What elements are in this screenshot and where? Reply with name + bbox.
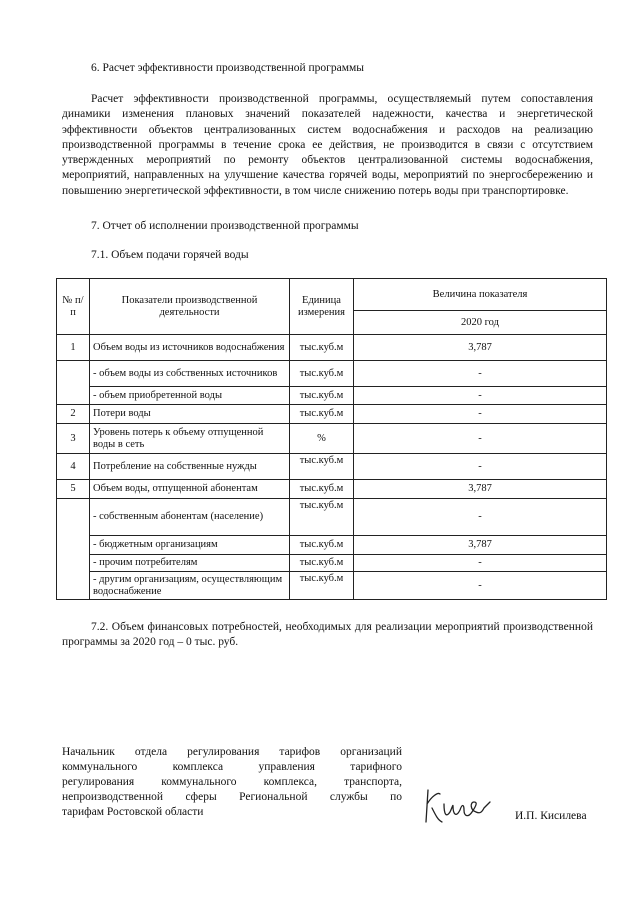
row-unit: % (290, 424, 354, 454)
row-value: - (354, 499, 607, 536)
header-year: 2020 год (354, 311, 607, 335)
row-value: - (354, 454, 607, 480)
row-value: - (354, 572, 607, 600)
signatory-title-line: непроизводственной сферы Региональной службы по (62, 791, 402, 803)
row-value: 3,787 (354, 335, 607, 361)
row-name: - объем приобретенной воды (90, 387, 290, 405)
row-num: 3 (57, 424, 90, 454)
row-num (57, 387, 90, 405)
row-unit: тыс.куб.м (290, 480, 354, 499)
row-value: - (354, 424, 607, 454)
row-value: 3,787 (354, 536, 607, 555)
table-row (57, 454, 607, 480)
signatory-title-line: регулирования коммунального комплекса, транспорта, (62, 776, 402, 788)
table-row (57, 361, 607, 387)
row-value: - (354, 387, 607, 405)
row-unit: тыс.куб.м (290, 572, 354, 600)
row-unit: тыс.куб.м (290, 536, 354, 555)
row-name: - объем воды из собственных источников (90, 361, 290, 387)
header-unit: Единица измерения (290, 279, 354, 335)
row-value: - (354, 361, 607, 387)
row-unit: тыс.куб.м (290, 335, 354, 361)
table-row (57, 572, 607, 600)
signatory-title-line: коммунального комплекса управления тарифного (62, 761, 402, 773)
row-name: Потребление на собственные нужды (90, 454, 290, 480)
row-name: - другим организациям, осуществляющим водоснабжение (90, 572, 290, 600)
row-value: - (354, 405, 607, 424)
signatory-title-line: Начальник отдела регулирования тарифов организаций (62, 746, 402, 758)
row-num (57, 536, 90, 555)
row-num (57, 555, 90, 572)
section6-heading: 6. Расчет эффективности производственной программы (91, 62, 365, 74)
row-name: Объем воды, отпущенной абонентам (90, 480, 290, 499)
signatory-title-line: тарифам Ростовской области (62, 806, 204, 818)
section7-2-text: 7.2. Объем финансовых потребностей, необходимых для реализации мероприятий производственной программы за 2020 год – 0 тыс. руб. (62, 621, 593, 649)
row-num (57, 499, 90, 536)
row-num (57, 361, 90, 387)
table-row (57, 555, 607, 572)
row-name: - прочим потребителям (90, 555, 290, 572)
row-unit: тыс.куб.м (290, 555, 354, 572)
row-num: 1 (57, 335, 90, 361)
row-unit: тыс.куб.м (290, 387, 354, 405)
handwritten-signature (418, 782, 500, 832)
row-unit: тыс.куб.м (290, 405, 354, 424)
hot-water-table (56, 278, 607, 600)
table-row (57, 536, 607, 555)
row-num: 5 (57, 480, 90, 499)
row-name: - бюджетным организациям (90, 536, 290, 555)
section7-heading: 7. Отчет об исполнении производственной программы (91, 220, 359, 232)
table-row (57, 424, 607, 454)
section7-1-heading: 7.1. Объем подачи горячей воды (91, 249, 249, 261)
header-name: Показатели производственной деятельности (90, 279, 290, 335)
signatory-name: И.П. Кисилева (515, 810, 587, 822)
row-value: 3,787 (354, 480, 607, 499)
row-num (57, 572, 90, 600)
table-row (57, 480, 607, 499)
section6-text: Расчет эффективности производственной программы, осуществляемый путем сопоставления динамики изменения плановых значений показателей надежности, качества и энергетической эффективности объектов централизованных систем водоснабжения и расходов на реализацию производственной программы в течение срока ее действия, не производится в связи с отсутствием утвержденных мероприятий по ремонту объектов централизованной системы водоснабжения, мероприятий, направленных на улучшение качества горячей воды, мероприятий по энергосбережению и повышению энергетической эффективности, в том числе снижению потерь воды при транспортировке. (62, 93, 593, 197)
row-name: Потери воды (90, 405, 290, 424)
row-value: - (354, 555, 607, 572)
row-name: - собственным абонентам (население) (90, 499, 290, 536)
row-name: Уровень потерь к объему отпущенной воды в сеть (90, 424, 290, 454)
row-unit: тыс.куб.м (290, 499, 354, 536)
table-row (57, 387, 607, 405)
row-num: 4 (57, 454, 90, 480)
row-unit: тыс.куб.м (290, 454, 354, 480)
row-unit: тыс.куб.м (290, 361, 354, 387)
row-name: Объем воды из источников водоснабжения (90, 335, 290, 361)
table-row (57, 335, 607, 361)
signatory-title (62, 745, 402, 820)
table-row (57, 499, 607, 536)
header-value: Величина показателя (354, 279, 607, 311)
row-num: 2 (57, 405, 90, 424)
header-num: № п/п (57, 279, 90, 335)
table-row (57, 405, 607, 424)
